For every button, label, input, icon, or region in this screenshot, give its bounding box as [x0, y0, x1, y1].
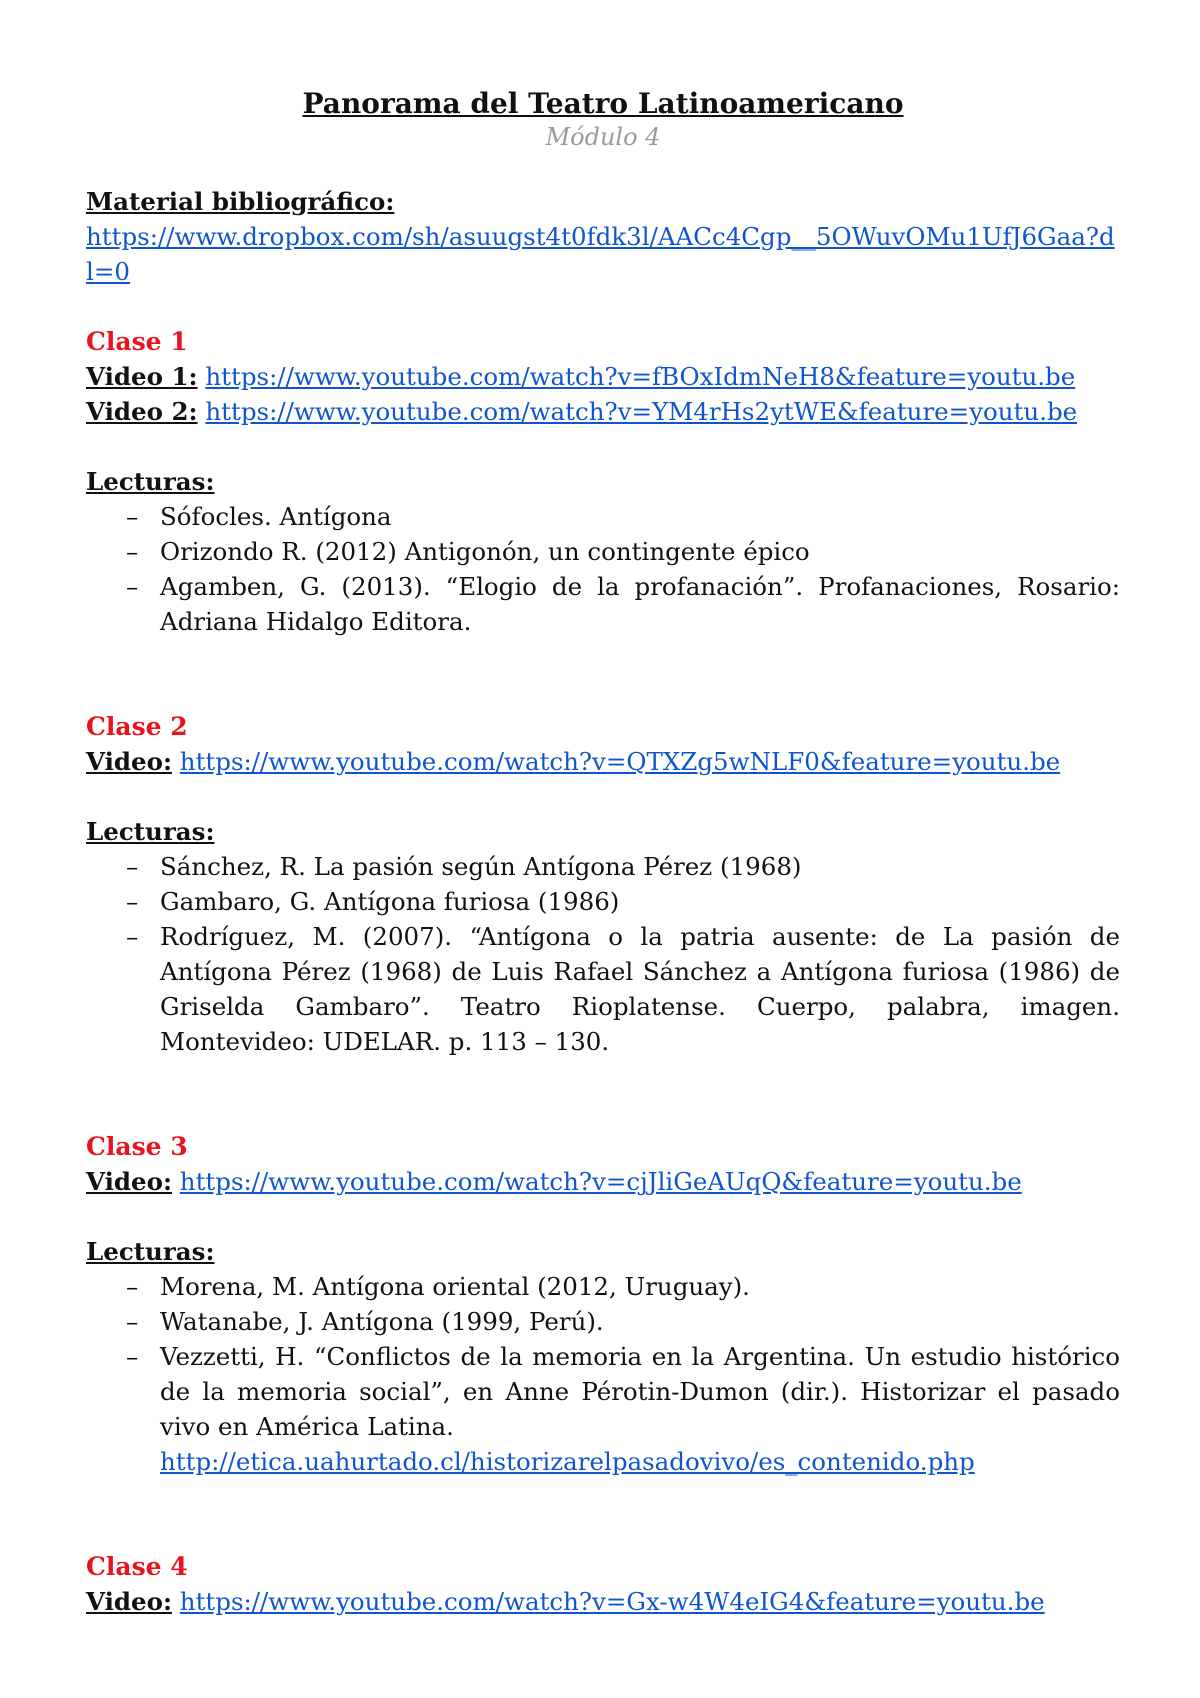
clase-2-video: [86, 744, 1120, 779]
video-label: Video:: [86, 1167, 172, 1196]
clase-1-heading: Clase 1: [86, 327, 188, 356]
clase-4-heading: Clase 4: [86, 1552, 188, 1581]
clase-2-readings-list: [86, 849, 1120, 1059]
list-marker: –: [126, 1307, 139, 1336]
list-marker: –: [126, 887, 139, 916]
list-item: [86, 569, 1120, 639]
readings-label: Lecturas:: [86, 467, 215, 496]
list-marker: –: [126, 502, 139, 531]
video-link[interactable]: https://www.youtube.com/watch?v=Gx-w4W4eIG4&feature=youtu.be: [179, 1587, 1045, 1616]
reading-text: Orizondo R. (2012) Antigonón, un contingente épico: [160, 537, 810, 566]
video-label: Video 2:: [86, 397, 198, 426]
list-item: [86, 919, 1120, 1059]
readings-label: Lecturas:: [86, 1237, 215, 1266]
clase-2-heading: Clase 2: [86, 712, 188, 741]
list-marker: –: [126, 1342, 139, 1371]
video-link[interactable]: https://www.youtube.com/watch?v=fBOxIdmNeH8&feature=youtu.be: [205, 362, 1076, 391]
list-marker: –: [126, 922, 139, 951]
bibliography-section: [86, 184, 1120, 289]
page-subtitle: Módulo 4: [545, 123, 661, 151]
list-marker: –: [126, 1272, 139, 1301]
list-item: [86, 884, 1120, 919]
reading-text: Watanabe, J. Antígona (1999, Perú).: [160, 1307, 604, 1336]
list-marker: –: [126, 537, 139, 566]
clase-3-video: [86, 1164, 1120, 1199]
video-label: Video 1:: [86, 362, 198, 391]
clase-4-video: [86, 1584, 1120, 1619]
readings-label: Lecturas:: [86, 817, 215, 846]
video-label: Video:: [86, 747, 172, 776]
video-label: Video:: [86, 1587, 172, 1616]
video-link[interactable]: https://www.youtube.com/watch?v=QTXZg5wNLF0&feature=youtu.be: [179, 747, 1061, 776]
bibliography-label: Material bibliográfico:: [86, 187, 395, 216]
clase-3-heading: Clase 3: [86, 1132, 188, 1161]
list-marker: –: [126, 572, 139, 601]
list-item: [86, 534, 1120, 569]
reading-text: Gambaro, G. Antígona furiosa (1986): [160, 887, 620, 916]
clase-1-video-2: [86, 394, 1120, 429]
clase-1-video-1: [86, 359, 1120, 394]
list-marker: –: [126, 852, 139, 881]
reading-link[interactable]: http://etica.uahurtado.cl/historizarelpasadovivo/es_contenido.php: [160, 1447, 975, 1476]
clase-3-readings-list: [86, 1269, 1120, 1479]
reading-text: Sánchez, R. La pasión según Antígona Pérez (1968): [160, 852, 802, 881]
list-item: [86, 1304, 1120, 1339]
video-link[interactable]: https://www.youtube.com/watch?v=cjJliGeAUqQ&feature=youtu.be: [179, 1167, 1022, 1196]
clase-1-readings-list: [86, 499, 1120, 639]
list-item: [86, 1339, 1120, 1479]
reading-text: Agamben, G. (2013). “Elogio de la profanación”. Profanaciones, Rosario: Adriana Hidalgo Editora.: [160, 572, 1120, 636]
reading-text: Rodríguez, M. (2007). “Antígona o la patria ausente: de La pasión de Antígona Pérez (1968) de Luis Rafael Sánchez a Antígona furiosa (1986) de Griselda Gambaro”. Teatro Rioplatense. Cuerpo, palabra, imagen. Montevideo: UDELAR. p. 113 – 130.: [160, 922, 1120, 1056]
reading-text: Sófocles. Antígona: [160, 502, 392, 531]
video-link[interactable]: https://www.youtube.com/watch?v=YM4rHs2ytWE&feature=youtu.be: [205, 397, 1078, 426]
clase-1-section: [86, 324, 1120, 639]
page-title: Panorama del Teatro Latinoamericano: [302, 87, 904, 120]
reading-text: Vezzetti, H. “Conflictos de la memoria en la Argentina. Un estudio histórico de la memoria social”, en Anne Pérotin-Dumon (dir.). Historizar el pasado vivo en América Latina.: [160, 1342, 1120, 1441]
clase-4-section: [86, 1549, 1120, 1619]
clase-3-section: [86, 1129, 1120, 1479]
list-item: [86, 849, 1120, 884]
reading-text: Morena, M. Antígona oriental (2012, Uruguay).: [160, 1272, 750, 1301]
clase-2-section: [86, 709, 1120, 1059]
list-item: [86, 1269, 1120, 1304]
list-item: [86, 499, 1120, 534]
bibliography-link[interactable]: https://www.dropbox.com/sh/asuugst4t0fdk3l/AACc4Cgp__5OWuvOMu1UfJ6Gaa?dl=0: [86, 222, 1115, 286]
